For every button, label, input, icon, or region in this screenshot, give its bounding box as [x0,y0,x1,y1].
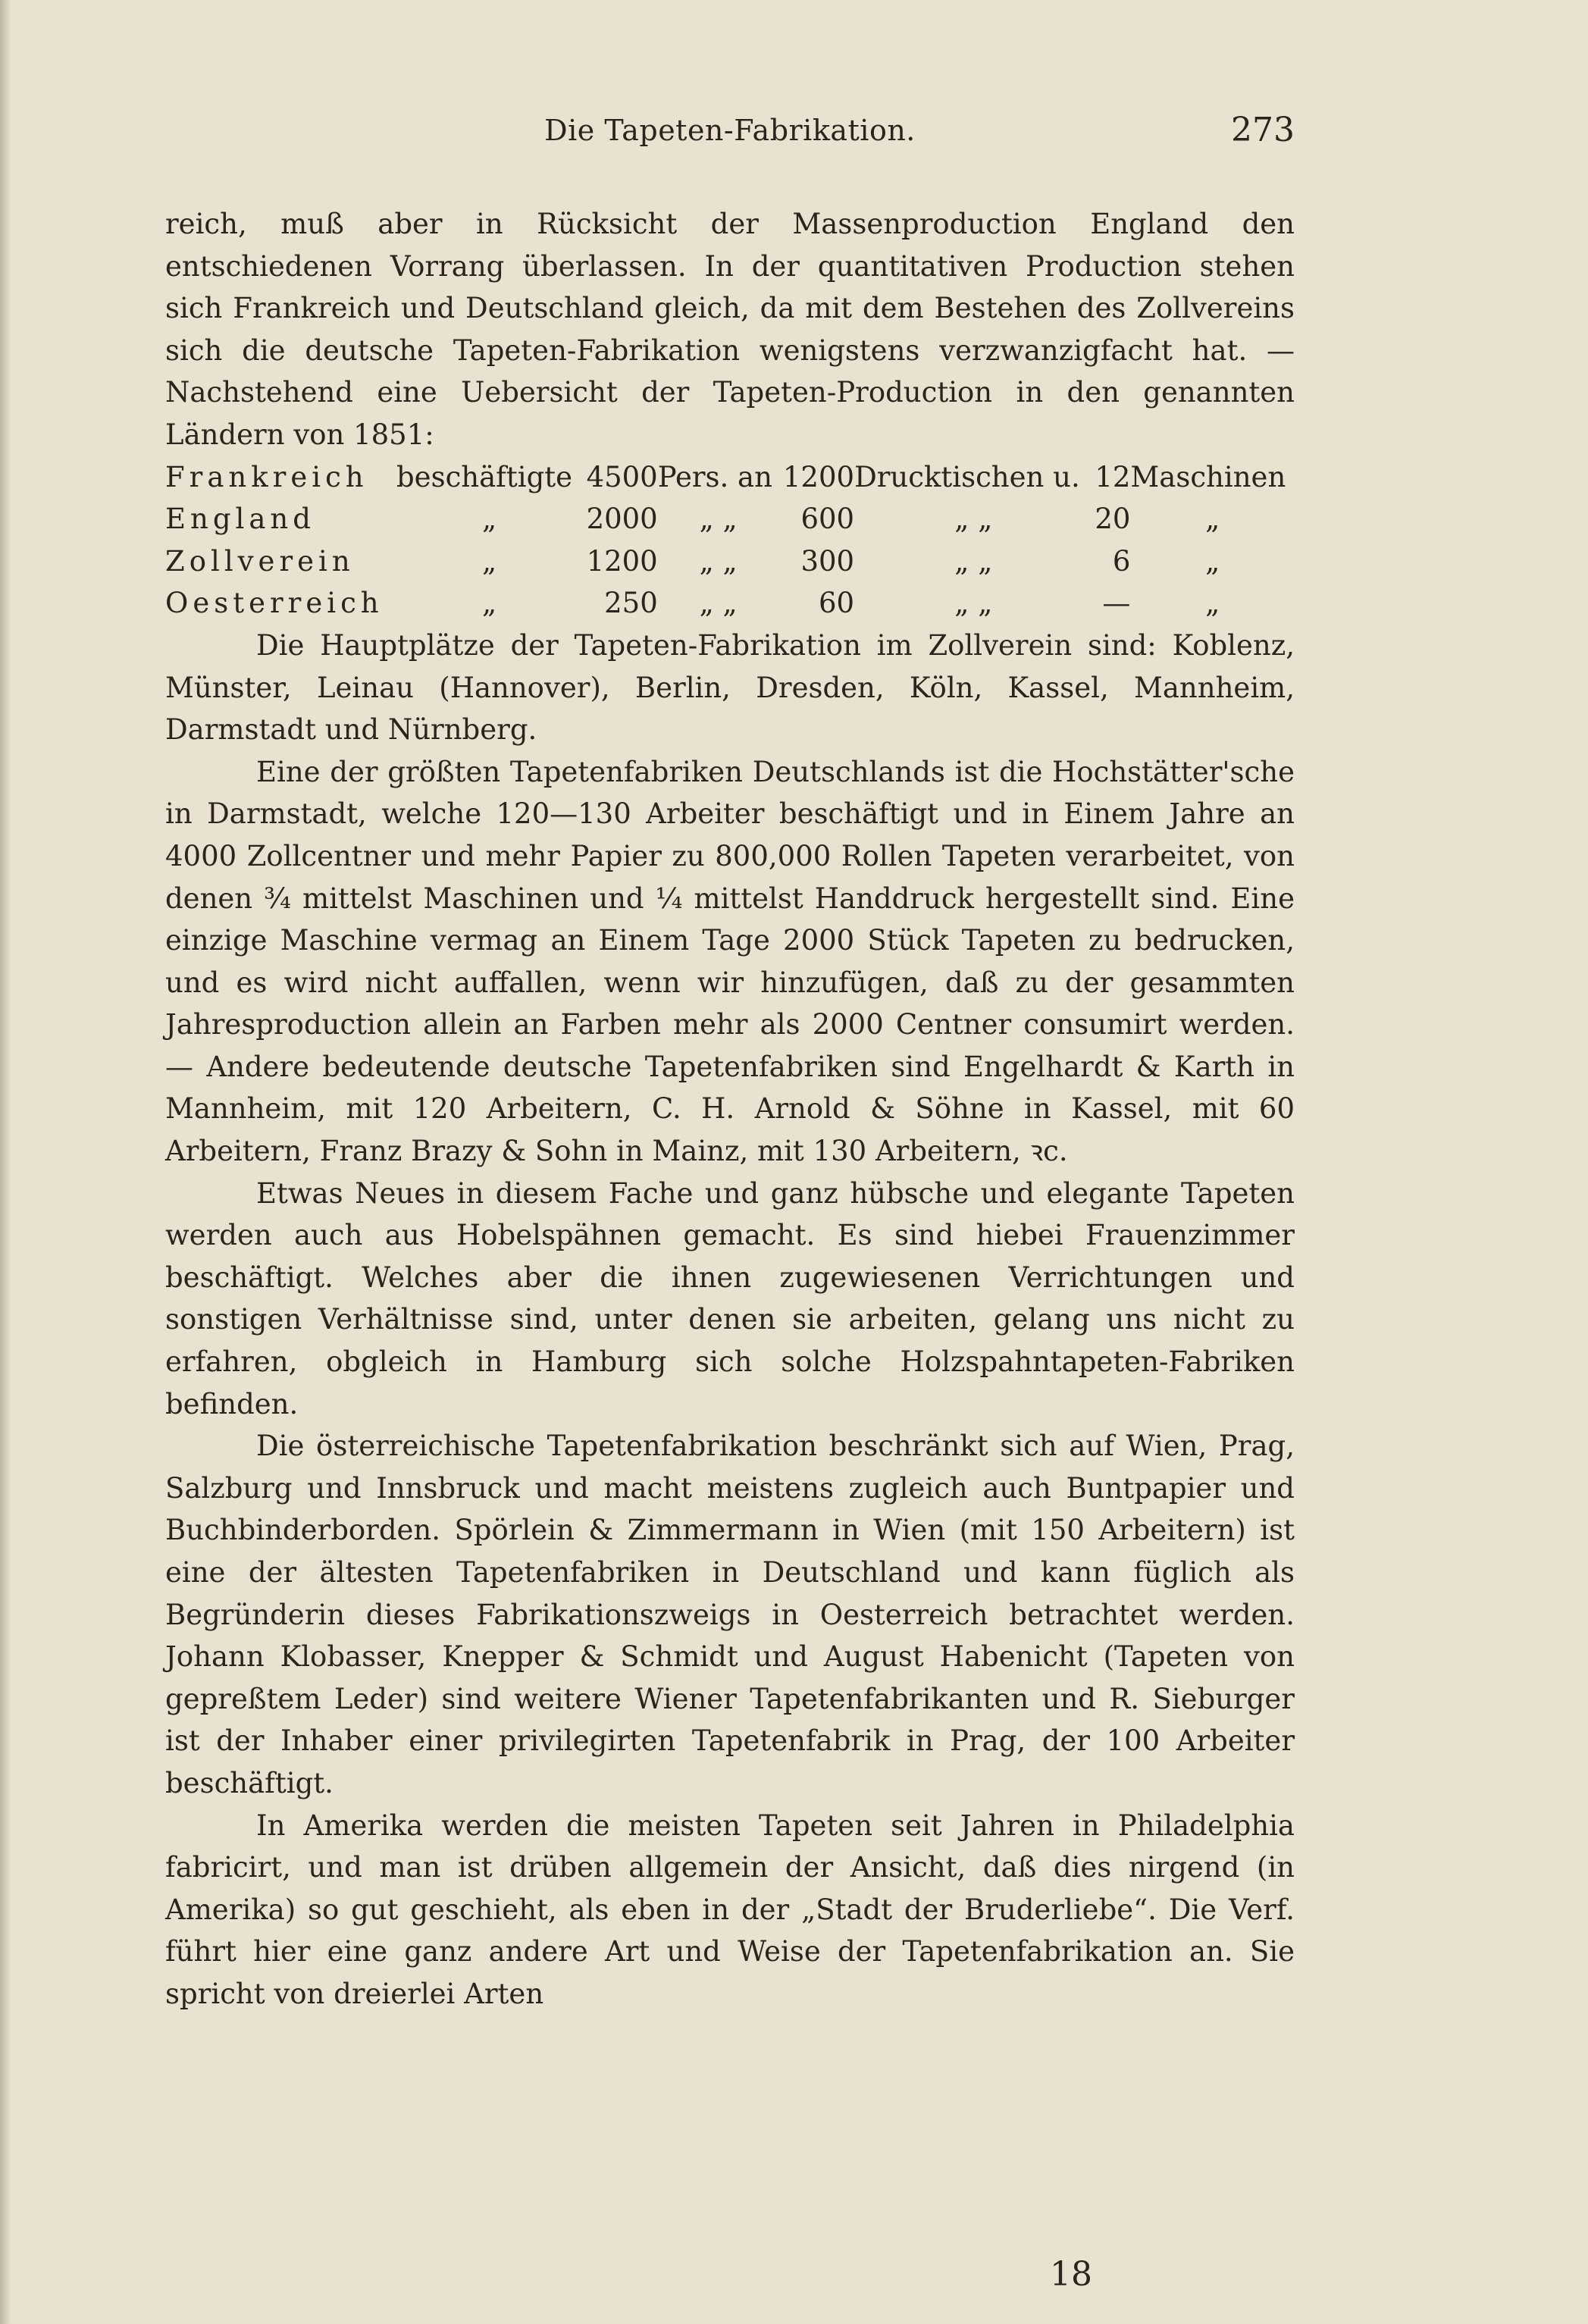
paragraph-1: reich, muß aber in Rücksicht der Massenproduction England den entschiedenen Vorrang überlassen. In der quantitativen Production stehen sich Frankreich und Deutschland gleich, da mit dem Bestehen des Zollvereins sich die deutsche Tapeten-Fabrikation wenigstens verzwanzigfacht hat. — Nachstehend eine Uebersicht der Tapeten-Production in den genannten Ländern von 1851: [165,208,1295,451]
pers-label-cell: Pers. an [657,460,772,493]
mach-label-cell: „ [1205,544,1220,578]
country-cell: Frankreich [165,460,368,493]
paragraph-6: In Amerika werden die meisten Tapeten seit Jahren in Philadelphia fabricirt, und man ist drüben allgemein der Ansicht, daß dies nirgend (in Amerika) so gut geschieht, als eben in der „Stadt der Bruderliebe“. Die Verf. führt hier eine ganz andere Art und Weise der Tapetenfabrikation an. Sie spricht von dreierlei Arten [165,1809,1295,2010]
pers-label-cell: „ „ [699,587,738,620]
press-label-cell: „ „ [954,503,993,536]
machines-cell: 12 [1095,460,1131,493]
verb-cell: „ [482,587,497,620]
production-stats-table [165,456,1295,625]
running-header [165,111,1295,159]
country-cell: England [165,503,315,536]
verb-cell: beschäftigte [396,460,573,493]
mach-label-cell: „ [1205,503,1220,536]
pers-label-cell: „ „ [699,544,738,578]
press-label-cell: „ „ [954,544,993,578]
presses-cell: 300 [800,544,855,578]
body-text [165,203,1295,2015]
country-cell: Zollverein [165,544,355,578]
page-number: 273 [1231,111,1295,149]
paragraph-5: Die österreichische Tapetenfabrikation beschränkt sich auf Wien, Prag, Salzburg und Innsbruck und macht meistens zugleich auch Buntpapier und Buchbinderborden. Spörlein & Zimmermann in Wien (mit 150 Arbeitern) ist eine der ältesten Tapetenfabriken in Deutschland und kann füglich als Begründerin dieses Fabrikationszweigs in Oesterreich betrachtet werden. Johann Klobasser, Knepper & Schmidt und August Habenicht (Tapeten von gepreßtem Leder) sind weitere Wiener Tapetenfabrikanten und R. Sieburger ist der Inhaber einer privilegirten Tapetenfabrik in Prag, der 100 Arbeiter beschäftigt. [165,1430,1295,1799]
table-row [165,540,1295,583]
machines-cell: 6 [1112,544,1131,578]
paragraph-2: Die Hauptplätze der Tapeten-Fabrikation im Zollverein sind: Koblenz, Münster, Leinau (Hannover), Berlin, Dresden, Köln, Kassel, Mannheim, Darmstadt und Nürnberg. [165,628,1295,747]
press-label-cell: Drucktischen u. [854,460,1080,493]
mach-label-cell: „ [1205,587,1220,620]
page-spine-shadow [0,0,11,2324]
presses-cell: 1200 [782,460,855,493]
persons-cell: 2000 [586,503,658,536]
verb-cell: „ [482,503,497,536]
persons-cell: 1200 [586,544,658,578]
running-title: Die Tapeten-Fabrikation. [544,114,916,147]
persons-cell: 4500 [586,460,658,493]
press-label-cell: „ „ [954,587,993,620]
presses-cell: 600 [800,503,855,536]
paragraph-4: Etwas Neues in diesem Fache und ganz hübsche und elegante Tapeten werden auch aus Hobelspähnen gemacht. Es sind hiebei Frauenzimmer beschäftigt. Welches aber die ihnen zugewiesenen Verrichtungen und sonstigen Verhältnisse sind, unter denen sie arbeiten, gelang uns nicht zu erfahren, obgleich in Hamburg sich solche Holzspahntapeten-Fabriken befinden. [165,1176,1295,1420]
machines-cell: 20 [1095,503,1131,536]
mach-label-cell: Maschinen [1130,460,1286,493]
table-row [165,582,1295,625]
signature-mark: 18 [1050,2255,1092,2294]
country-cell: Oesterreich [165,587,384,620]
paragraph-3: Eine der größten Tapetenfabriken Deutschlands ist die Hochstätter'sche in Darmstadt, welche 120—130 Arbeiter beschäftigt und in Einem Jahre an 4000 Zollcentner und mehr Papier zu 800,000 Rollen Tapeten verarbeitet, von denen ¾ mittelst Maschinen und ¼ mittelst Handdruck hergestellt sind. Eine einzige Maschine vermag an Einem Tage 2000 Stück Tapeten zu bedrucken, und es wird nicht auffallen, wenn wir hinzufügen, daß zu der gesammten Jahresproduction allein an Farben mehr als 2000 Centner consumirt werden. — Andere bedeutende deutsche Tapetenfabriken sind Engelhardt & Karth in Mannheim, mit 120 Arbeitern, C. H. Arnold & Söhne in Kassel, mit 60 Arbeitern, Franz Brazy & Sohn in Mainz, mit 130 Arbeitern, ꝛc. [165,755,1295,1168]
presses-cell: 60 [818,587,855,620]
table-row [165,498,1295,540]
persons-cell: 250 [604,587,658,620]
pers-label-cell: „ „ [699,503,738,536]
table-row [165,456,1295,499]
machines-cell: — [1102,587,1131,620]
verb-cell: „ [482,544,497,578]
